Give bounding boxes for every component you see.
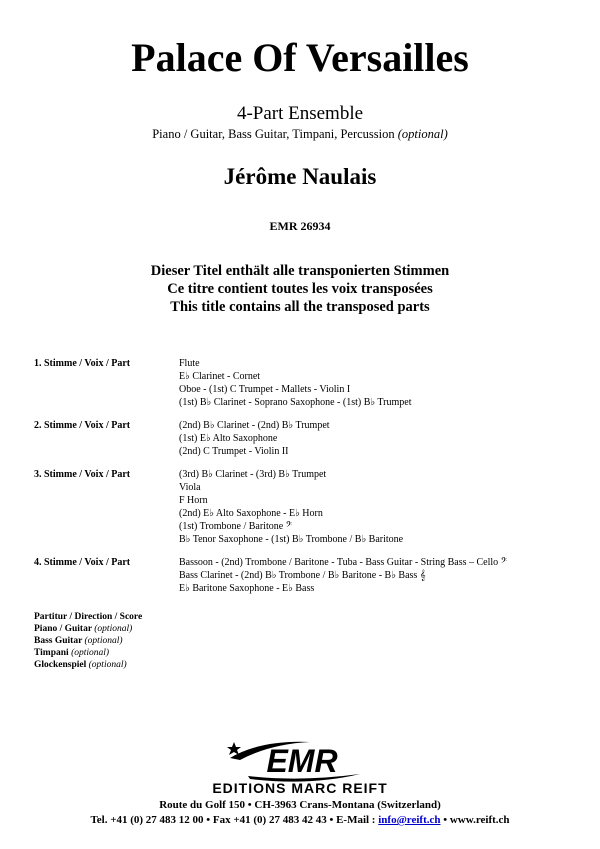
score-heading: Partitur / Direction / Score bbox=[34, 612, 143, 622]
instrumentation-list: Piano / Guitar, Bass Guitar, Timpani, Percussion bbox=[152, 127, 395, 141]
part-label: 1. Stimme / Voix / Part bbox=[34, 358, 131, 369]
note-german: Dieser Titel enthält alle transponierten Stimmen bbox=[150, 263, 450, 279]
part-item: Bassoon - (2nd) Trombone / Baritone - Tuba - Bass Guitar - String Bass – Cello 𝄢 bbox=[179, 557, 508, 568]
contact-phone-fax: Tel. +41 (0) 27 483 12 00 • Fax +41 (0) 27 483 42 43 • E-Mail : bbox=[90, 814, 376, 826]
note-french: Ce titre contient toutes les voix transposées bbox=[167, 281, 433, 297]
logo-mark: EMR bbox=[266, 743, 338, 779]
part-item: (2nd) C Trumpet - Violin II bbox=[179, 446, 289, 457]
composer: Jérôme Naulais bbox=[223, 164, 377, 189]
part-item: (1st) B♭ Clarinet - Soprano Saxophone - (1st) B♭ Trumpet bbox=[179, 397, 412, 408]
part-item: E♭ Clarinet - Cornet bbox=[179, 371, 261, 382]
part-label: 3. Stimme / Voix / Part bbox=[34, 469, 131, 480]
publisher-address: Route du Golf 150 • CH-3963 Crans-Montana (Switzerland) bbox=[159, 799, 441, 811]
instrumentation bbox=[0, 126, 600, 142]
instrumentation-optional: (optional) bbox=[397, 127, 448, 141]
part-item: F Horn bbox=[179, 495, 208, 506]
part-label: 4. Stimme / Voix / Part bbox=[34, 557, 131, 568]
page-title: Palace Of Versailles bbox=[131, 35, 469, 80]
score-item: Bass Guitar (optional) bbox=[34, 636, 123, 646]
subtitle: 4-Part Ensemble bbox=[236, 103, 364, 124]
part-item: (1st) Trombone / Baritone 𝄢 bbox=[179, 521, 293, 532]
part-item: Flute bbox=[179, 358, 200, 369]
part-item: Viola bbox=[179, 482, 201, 493]
part-item: (1st) E♭ Alto Saxophone bbox=[179, 433, 278, 444]
logo-star-icon bbox=[227, 742, 241, 755]
part-item: (2nd) B♭ Clarinet - (2nd) B♭ Trumpet bbox=[179, 420, 330, 431]
part-item: E♭ Baritone Saxophone - E♭ Bass bbox=[179, 583, 315, 594]
score-list bbox=[34, 611, 142, 671]
part-label: 2. Stimme / Voix / Part bbox=[34, 420, 131, 431]
publisher-logo bbox=[200, 736, 400, 796]
part-item: B♭ Tenor Saxophone - (1st) B♭ Trombone / B♭ Baritone bbox=[179, 534, 404, 545]
publisher-name: EDITIONS MARC REIFT bbox=[212, 780, 388, 796]
email-link[interactable]: info@reift.ch bbox=[378, 814, 441, 826]
score-item: Glockenspiel (optional) bbox=[34, 660, 127, 670]
transposition-notes bbox=[0, 262, 600, 316]
publisher-contact bbox=[0, 813, 600, 827]
part-item: Bass Clarinet - (2nd) B♭ Trombone / B♭ Baritone - B♭ Bass 𝄞 bbox=[179, 570, 426, 581]
part-item: (3rd) B♭ Clarinet - (3rd) B♭ Trumpet bbox=[179, 469, 327, 480]
part-item: (2nd) E♭ Alto Saxophone - E♭ Horn bbox=[179, 508, 323, 519]
part-item: Oboe - (1st) C Trumpet - Mallets - Violin I bbox=[179, 384, 351, 395]
score-item: Timpani (optional) bbox=[34, 648, 110, 658]
note-english: This title contains all the transposed parts bbox=[170, 299, 430, 315]
catalog-number: EMR 26934 bbox=[269, 219, 331, 233]
website: • www.reift.ch bbox=[443, 814, 510, 826]
score-item: Piano / Guitar (optional) bbox=[34, 624, 133, 634]
